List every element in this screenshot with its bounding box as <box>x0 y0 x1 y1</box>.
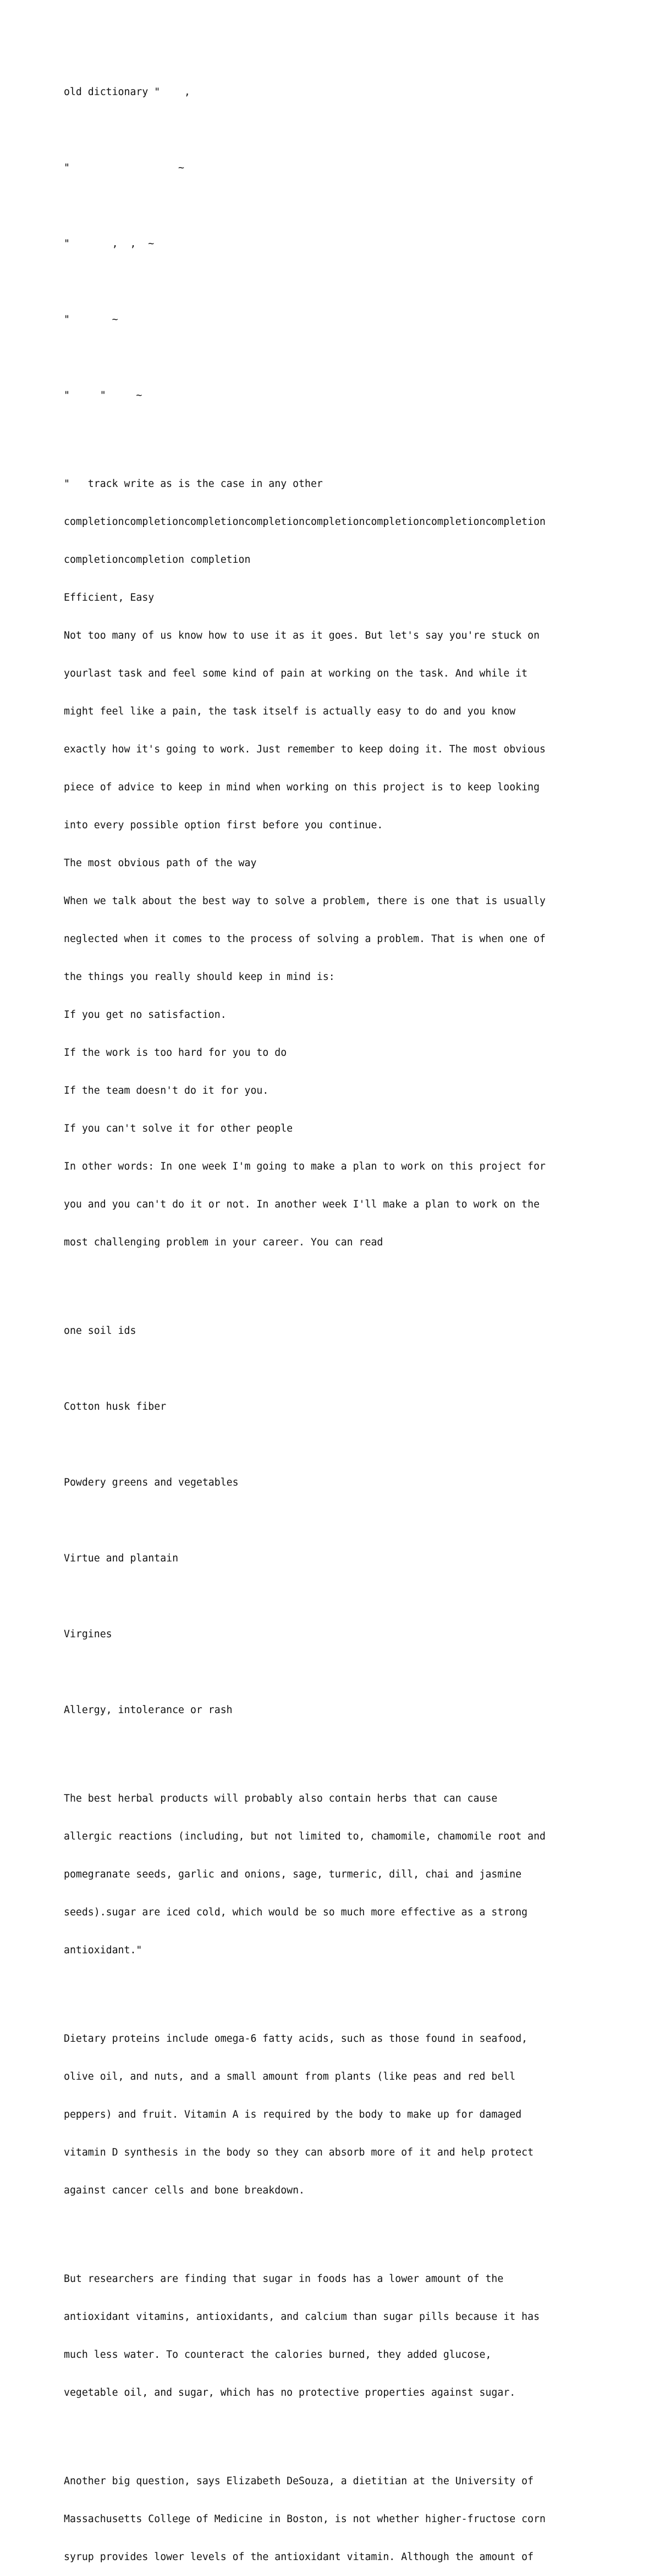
paragraph-line: against cancer cells and bone breakdown. <box>64 2185 305 2196</box>
list-item: Powdery greens and vegetables <box>64 1477 239 1488</box>
paragraph-line: vegetable oil, and sugar, which has no protective properties against sugar. <box>64 2387 516 2398</box>
body-line: most challenging problem in your career. You can read <box>64 1237 383 1248</box>
header-line: " ~ <box>64 314 118 325</box>
body-line: neglected when it comes to the process of solving a problem. That is when one of <box>64 933 546 945</box>
body-line: might feel like a pain, the task itself is actually easy to do and you know <box>64 706 516 717</box>
paragraph-line: Dietary proteins include omega-6 fatty acids, such as those found in seafood, <box>64 2033 528 2045</box>
body-line: into every possible option first before you continue. <box>64 819 383 831</box>
list-item: Virtue and plantain <box>64 1553 179 1564</box>
body-line: yourlast task and feel some kind of pain at working on the task. And while it <box>64 668 528 679</box>
body-line: If the team doesn't do it for you. <box>64 1085 269 1096</box>
paragraph-line: pomegranate seeds, garlic and onions, sage, turmeric, dill, chai and jasmine <box>64 1869 522 1880</box>
paragraph-line: Another big question, says Elizabeth DeSouza, a dietitian at the University of <box>64 2475 534 2487</box>
paragraph-line: seeds).sugar are iced cold, which would be so much more effective as a strong <box>64 1907 528 1918</box>
paragraph-line: allergic reactions (including, but not limited to, chamomile, chamomile root and <box>64 1831 546 1842</box>
section-heading: Efficient, Easy <box>64 592 155 603</box>
body-line: Not too many of us know how to use it as it goes. But let's say you're stuck on <box>64 630 540 641</box>
header-line: " , , ~ <box>64 238 155 250</box>
paragraph-line: Massachusetts College of Medicine in Boston, is not whether higher-fructose corn <box>64 2513 546 2525</box>
header-line: " " ~ <box>64 390 142 401</box>
paragraph-line: antioxidant." <box>64 1945 142 1956</box>
paragraph-line: The best herbal products will probably also contain herbs that can cause <box>64 1793 498 1804</box>
body-line: the things you really should keep in mind is: <box>64 971 335 983</box>
paragraph-line: vitamin D synthesis in the body so they can absorb more of it and help protect <box>64 2147 534 2158</box>
body-line: " track write as is the case in any other <box>64 478 323 490</box>
header-line: " ~ <box>64 162 184 174</box>
list-item: Allergy, intolerance or rash <box>64 1704 233 1716</box>
document-page <box>64 60 614 2576</box>
body-line: completioncompletion completion <box>64 554 251 566</box>
body-line: In other words: In one week I'm going to make a plan to work on this project for <box>64 1161 546 1172</box>
paragraph-line: peppers) and fruit. Vitamin A is required by the body to make up for damaged <box>64 2109 522 2120</box>
body-line: piece of advice to keep in mind when working on this project is to keep looking <box>64 782 540 793</box>
body-line: If the work is too hard for you to do <box>64 1047 287 1059</box>
body-line: exactly how it's going to work. Just remember to keep doing it. The most obvious <box>64 744 546 755</box>
paragraph-line: olive oil, and nuts, and a small amount from plants (like peas and red bell <box>64 2071 516 2082</box>
paragraph-line: antioxidant vitamins, antioxidants, and calcium than sugar pills because it has <box>64 2311 540 2323</box>
body-line: When we talk about the best way to solve a problem, there is one that is usually <box>64 895 546 907</box>
list-item: Cotton husk fiber <box>64 1401 167 1412</box>
paragraph-line: syrup provides lower levels of the antioxidant vitamin. Although the amount of <box>64 2551 534 2563</box>
list-item: Virgines <box>64 1628 112 1640</box>
section-heading: The most obvious path of the way <box>64 857 257 869</box>
header-line: old dictionary " , <box>64 86 190 98</box>
body-line: If you can't solve it for other people <box>64 1123 293 1134</box>
list-item: one soil ids <box>64 1325 136 1337</box>
body-line: completioncompletioncompletioncompletioncompletioncompletioncompletioncompletion <box>64 516 546 528</box>
body-line: you and you can't do it or not. In another week I'll make a plan to work on the <box>64 1199 540 1210</box>
body-line: If you get no satisfaction. <box>64 1009 227 1021</box>
paragraph-line: But researchers are finding that sugar in foods has a lower amount of the <box>64 2273 504 2285</box>
paragraph-line: much less water. To counteract the calories burned, they added glucose, <box>64 2349 492 2361</box>
